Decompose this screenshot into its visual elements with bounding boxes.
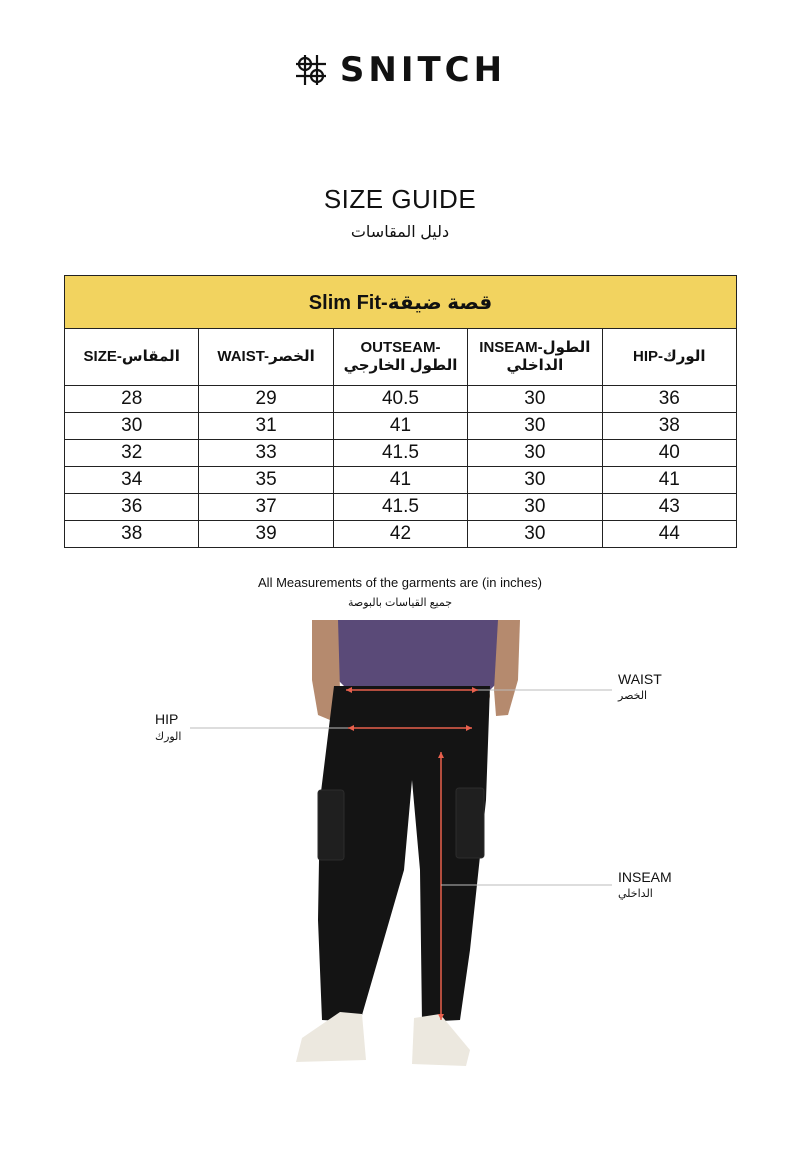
brand-name: SNITCH — [339, 50, 507, 90]
cell-outseam: 42 — [333, 521, 467, 548]
shirt-shape — [338, 620, 500, 692]
left-cargo-pocket — [318, 790, 344, 860]
table-row — [65, 494, 737, 521]
inseam-label: INSEAM — [618, 869, 672, 885]
cell-waist: 37 — [199, 494, 333, 521]
right-cargo-pocket — [456, 788, 484, 858]
fit-label: Slim Fit-قصة ضيقة — [65, 276, 737, 329]
cell-size: 36 — [65, 494, 199, 521]
garment-figure — [0, 620, 800, 1148]
cell-size: 28 — [65, 386, 199, 413]
waist-label-arabic: الخصر — [618, 690, 648, 702]
table-row — [65, 386, 737, 413]
column-header-label: INSEAM-الطول — [479, 339, 591, 356]
cell-waist: 33 — [199, 440, 333, 467]
cell-size: 30 — [65, 413, 199, 440]
cell-waist: 39 — [199, 521, 333, 548]
column-header-label: WAIST-الخصر — [217, 348, 315, 365]
cell-waist: 29 — [199, 386, 333, 413]
hip-label: HIP — [155, 711, 179, 727]
cell-inseam: 30 — [468, 386, 602, 413]
cell-size: 32 — [65, 440, 199, 467]
cell-size: 34 — [65, 467, 199, 494]
column-header-hip — [602, 329, 736, 386]
measurement-note: All Measurements of the garments are (in inches) — [258, 575, 542, 590]
cell-outseam: 41.5 — [333, 440, 467, 467]
brand-logo — [0, 50, 800, 90]
table-row — [65, 440, 737, 467]
column-header-label: OUTSEAM- — [360, 339, 441, 356]
size-table — [64, 275, 737, 548]
cell-hip: 36 — [602, 386, 736, 413]
page-title: SIZE GUIDE — [323, 184, 477, 214]
table-row — [65, 413, 737, 440]
inseam-label-arabic: الداخلي — [618, 888, 653, 900]
cell-inseam: 30 — [468, 521, 602, 548]
cell-waist: 35 — [199, 467, 333, 494]
column-header-outseam — [333, 329, 467, 386]
table-row — [65, 521, 737, 548]
column-header-size — [65, 329, 199, 386]
cell-waist: 31 — [199, 413, 333, 440]
cell-hip: 43 — [602, 494, 736, 521]
cell-hip: 38 — [602, 413, 736, 440]
column-header-label: SIZE-المقاس — [83, 348, 180, 365]
right-arm-shape — [494, 620, 520, 716]
column-header-label-ar: الطول الخارجي — [343, 357, 458, 374]
column-header-waist — [199, 329, 333, 386]
page-title-arabic: دليل المقاسات — [350, 224, 450, 241]
cell-inseam: 30 — [468, 413, 602, 440]
column-header-inseam — [468, 329, 602, 386]
column-header-label-ar: الداخلي — [506, 357, 564, 374]
column-header-label: HIP-الورك — [633, 348, 706, 365]
cell-inseam: 30 — [468, 440, 602, 467]
cell-hip: 41 — [602, 467, 736, 494]
cell-outseam: 41.5 — [333, 494, 467, 521]
cell-outseam: 41 — [333, 467, 467, 494]
hip-label-arabic: الورك — [155, 731, 182, 743]
cell-inseam: 30 — [468, 467, 602, 494]
model-illustration — [0, 620, 800, 1148]
cell-outseam: 41 — [333, 413, 467, 440]
table-row — [65, 467, 737, 494]
measurement-note-arabic: جميع القياسات بالبوصة — [347, 597, 453, 609]
left-shoe-shape — [296, 1012, 366, 1062]
snitch-lattice-logo-icon — [294, 53, 328, 87]
right-shoe-shape — [412, 1014, 470, 1066]
cell-inseam: 30 — [468, 494, 602, 521]
cell-hip: 44 — [602, 521, 736, 548]
cell-outseam: 40.5 — [333, 386, 467, 413]
waist-label: WAIST — [618, 671, 662, 687]
cell-size: 38 — [65, 521, 199, 548]
cell-hip: 40 — [602, 440, 736, 467]
